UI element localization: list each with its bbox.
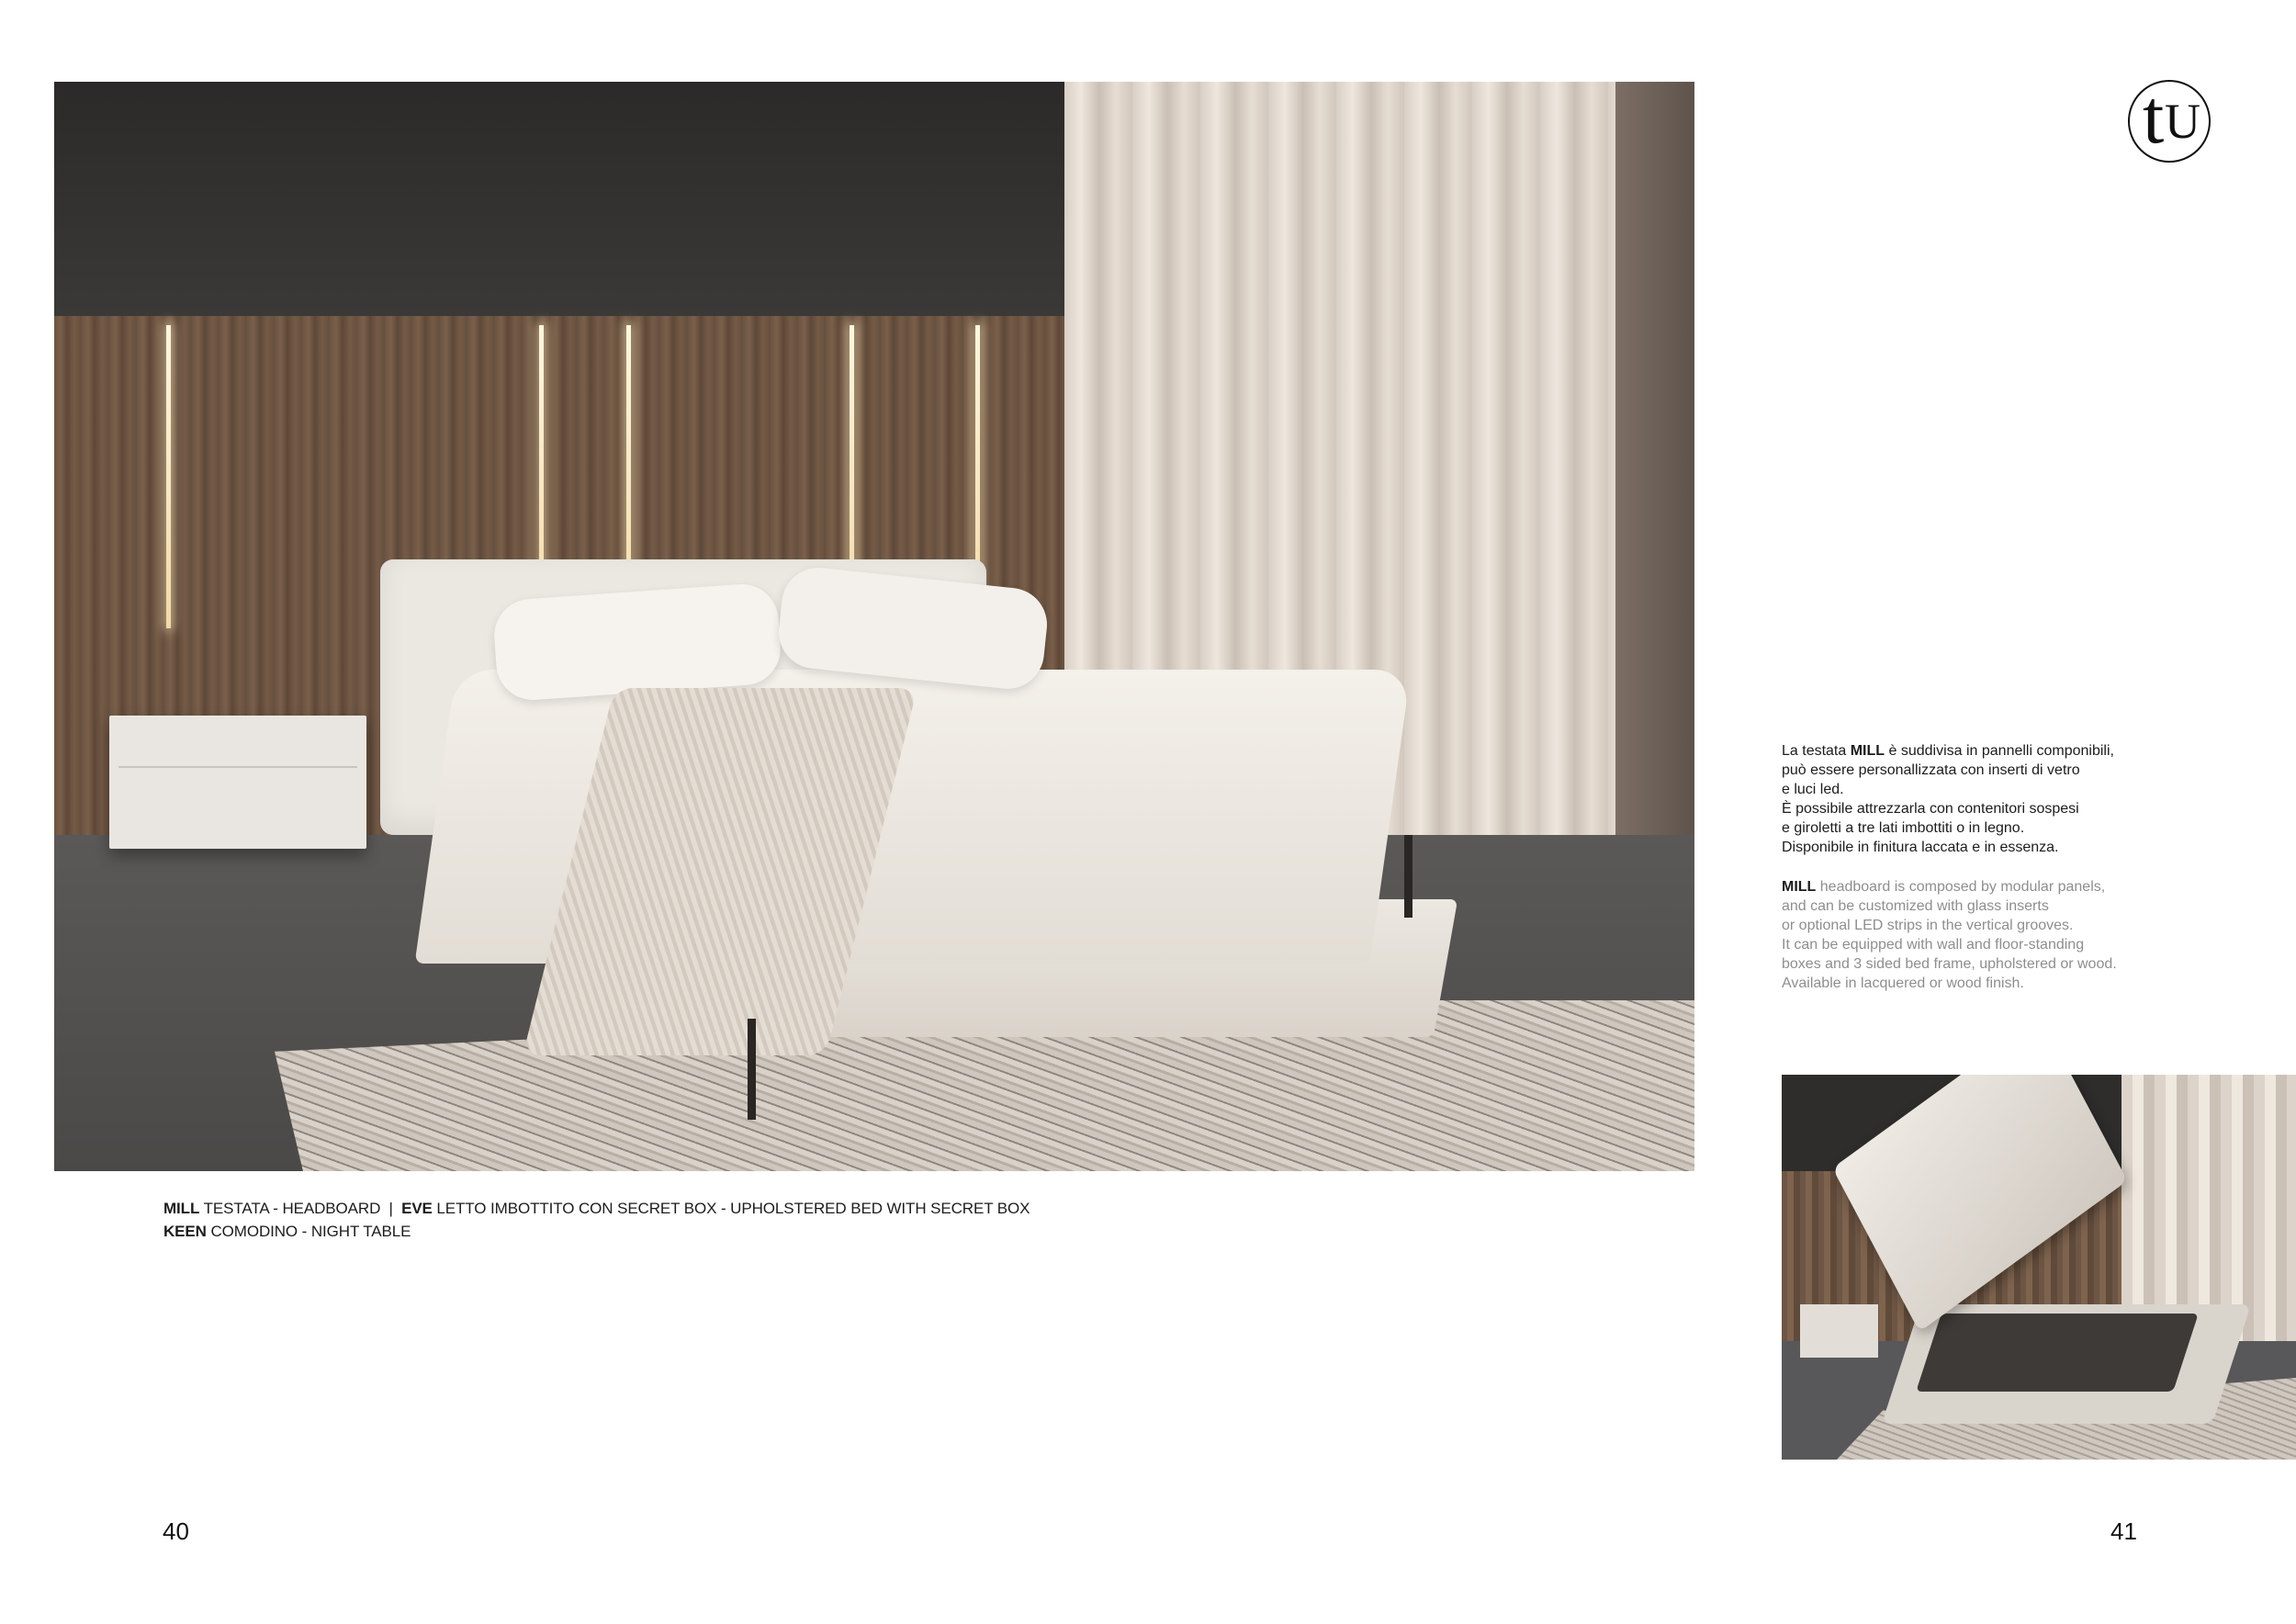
- page-number-left: 40: [163, 1517, 189, 1545]
- storage-bed-photo: [1782, 1075, 2296, 1460]
- logo-letter: t: [2143, 74, 2165, 160]
- description-line: MILL headboard is composed by modular panels,: [1782, 879, 2106, 895]
- curtain-shadow: [1615, 82, 1694, 835]
- caption-product-name: KEEN: [163, 1223, 207, 1240]
- brand-logo: [2128, 74, 2211, 163]
- bed-leg: [1404, 835, 1412, 918]
- description-line: La testata MILL è suddivisa in pannelli componibili,: [1782, 743, 2114, 759]
- description-line: e luci led.: [1782, 782, 1844, 797]
- nightstand: [1800, 1304, 1878, 1358]
- caption-text: LETTO IMBOTTITO CON SECRET BOX - UPHOLSTERED BED WITH SECRET BOX: [432, 1200, 1030, 1217]
- description-line: Disponibile in finitura laccata e in essenza.: [1782, 840, 2059, 855]
- nightstand-drawer: [118, 766, 357, 768]
- description-line: Available in lacquered or wood finish.: [1782, 976, 2024, 991]
- caption-line-2: [163, 1223, 411, 1241]
- description-line: È possibile attrezzarla con contenitori sospesi: [1782, 801, 2079, 817]
- description-line: boxes and 3 sided bed frame, upholstered or wood.: [1782, 956, 2117, 972]
- caption-product-name: MILL: [163, 1200, 200, 1217]
- caption-line-1: [163, 1200, 1030, 1218]
- description-line: It can be equipped with wall and floor-standing: [1782, 937, 2085, 953]
- dark-wall: [54, 82, 1064, 316]
- bed-leg: [748, 1019, 756, 1120]
- description-line: e giroletti a tre lati imbottiti o in legno.: [1782, 820, 2025, 836]
- caption-text: TESTATA - HEADBOARD |: [199, 1200, 402, 1217]
- nightstand: [109, 716, 366, 849]
- main-bedroom-photo: [54, 82, 1694, 1171]
- description-line: può essere personallizzata con inserti di vetro: [1782, 762, 2080, 778]
- pillow: [492, 581, 783, 702]
- caption-product-name: EVE: [401, 1200, 433, 1217]
- page-number-right: 41: [2110, 1517, 2137, 1545]
- led-strip: [166, 325, 171, 628]
- description-line: or optional LED strips in the vertical grooves.: [1782, 918, 2074, 933]
- description-italian: [1782, 741, 2149, 857]
- caption-text: COMODINO - NIGHT TABLE: [206, 1223, 411, 1240]
- logo-letter: U: [2165, 94, 2200, 149]
- description-line: and can be customized with glass inserts: [1782, 898, 2049, 914]
- storage-compartment: [1916, 1314, 2199, 1392]
- description-english: [1782, 877, 2149, 993]
